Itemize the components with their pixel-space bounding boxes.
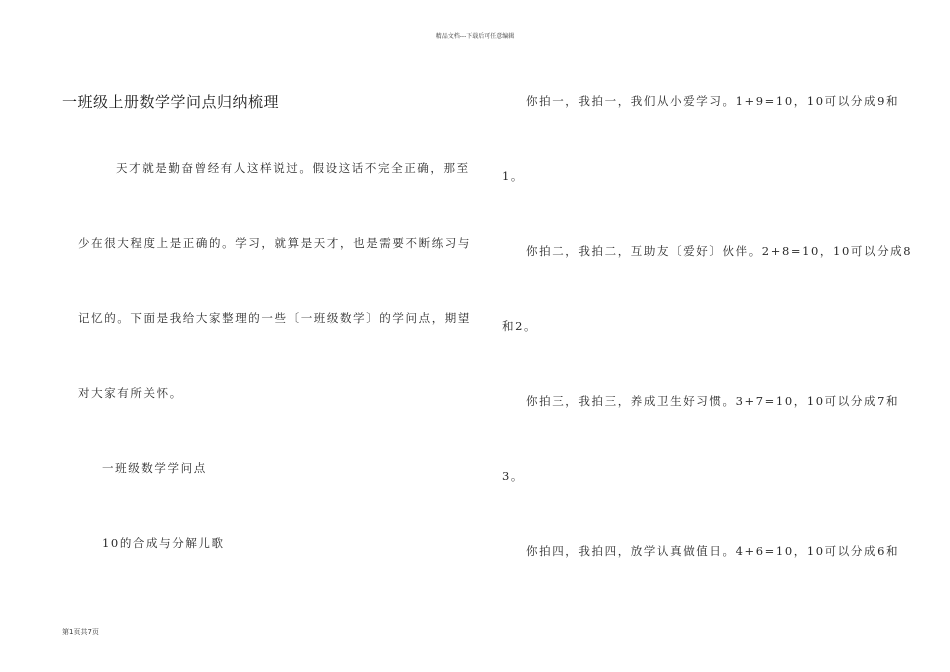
rhyme-subheading: 10的合成与分解儿歌 bbox=[102, 536, 225, 550]
rhyme-line-3: 你拍三，我拍三，养成卫生好习惯。3+7=10，10可以分成7和 bbox=[526, 394, 900, 408]
intro-line-4: 对大家有所关怀。 bbox=[78, 386, 183, 400]
header-note: 精品文档---下载后可任意编辑 bbox=[435, 33, 515, 40]
rhyme-line-1: 你拍一，我拍一，我们从小爱学习。1+9=10，10可以分成9和 bbox=[526, 94, 900, 108]
document-title: 一班级上册数学学问点归纳梳理 bbox=[62, 93, 280, 111]
page-number: 第1页共7页 bbox=[62, 628, 99, 636]
section-heading: 一班级数学学问点 bbox=[102, 461, 207, 475]
intro-line-2: 少在很大程度上是正确的。学习，就算是天才，也是需要不断练习与 bbox=[78, 236, 471, 250]
rhyme-line-1-cont: 1。 bbox=[502, 169, 525, 183]
intro-line-3: 记忆的。下面是我给大家整理的一些〔一班级数学〕的学问点，期望 bbox=[78, 311, 471, 325]
rhyme-line-4: 你拍四，我拍四，放学认真做值日。4+6=10，10可以分成6和 bbox=[526, 544, 900, 558]
rhyme-line-2-cont: 和2。 bbox=[502, 319, 538, 333]
rhyme-line-2: 你拍二，我拍二，互助友〔爱好〕伙伴。2+8=10，10可以分成8 bbox=[526, 244, 913, 258]
intro-line-1: 天才就是勤奋曾经有人这样说过。假设这话不完全正确，那至 bbox=[116, 161, 470, 175]
rhyme-line-3-cont: 3。 bbox=[502, 469, 525, 483]
